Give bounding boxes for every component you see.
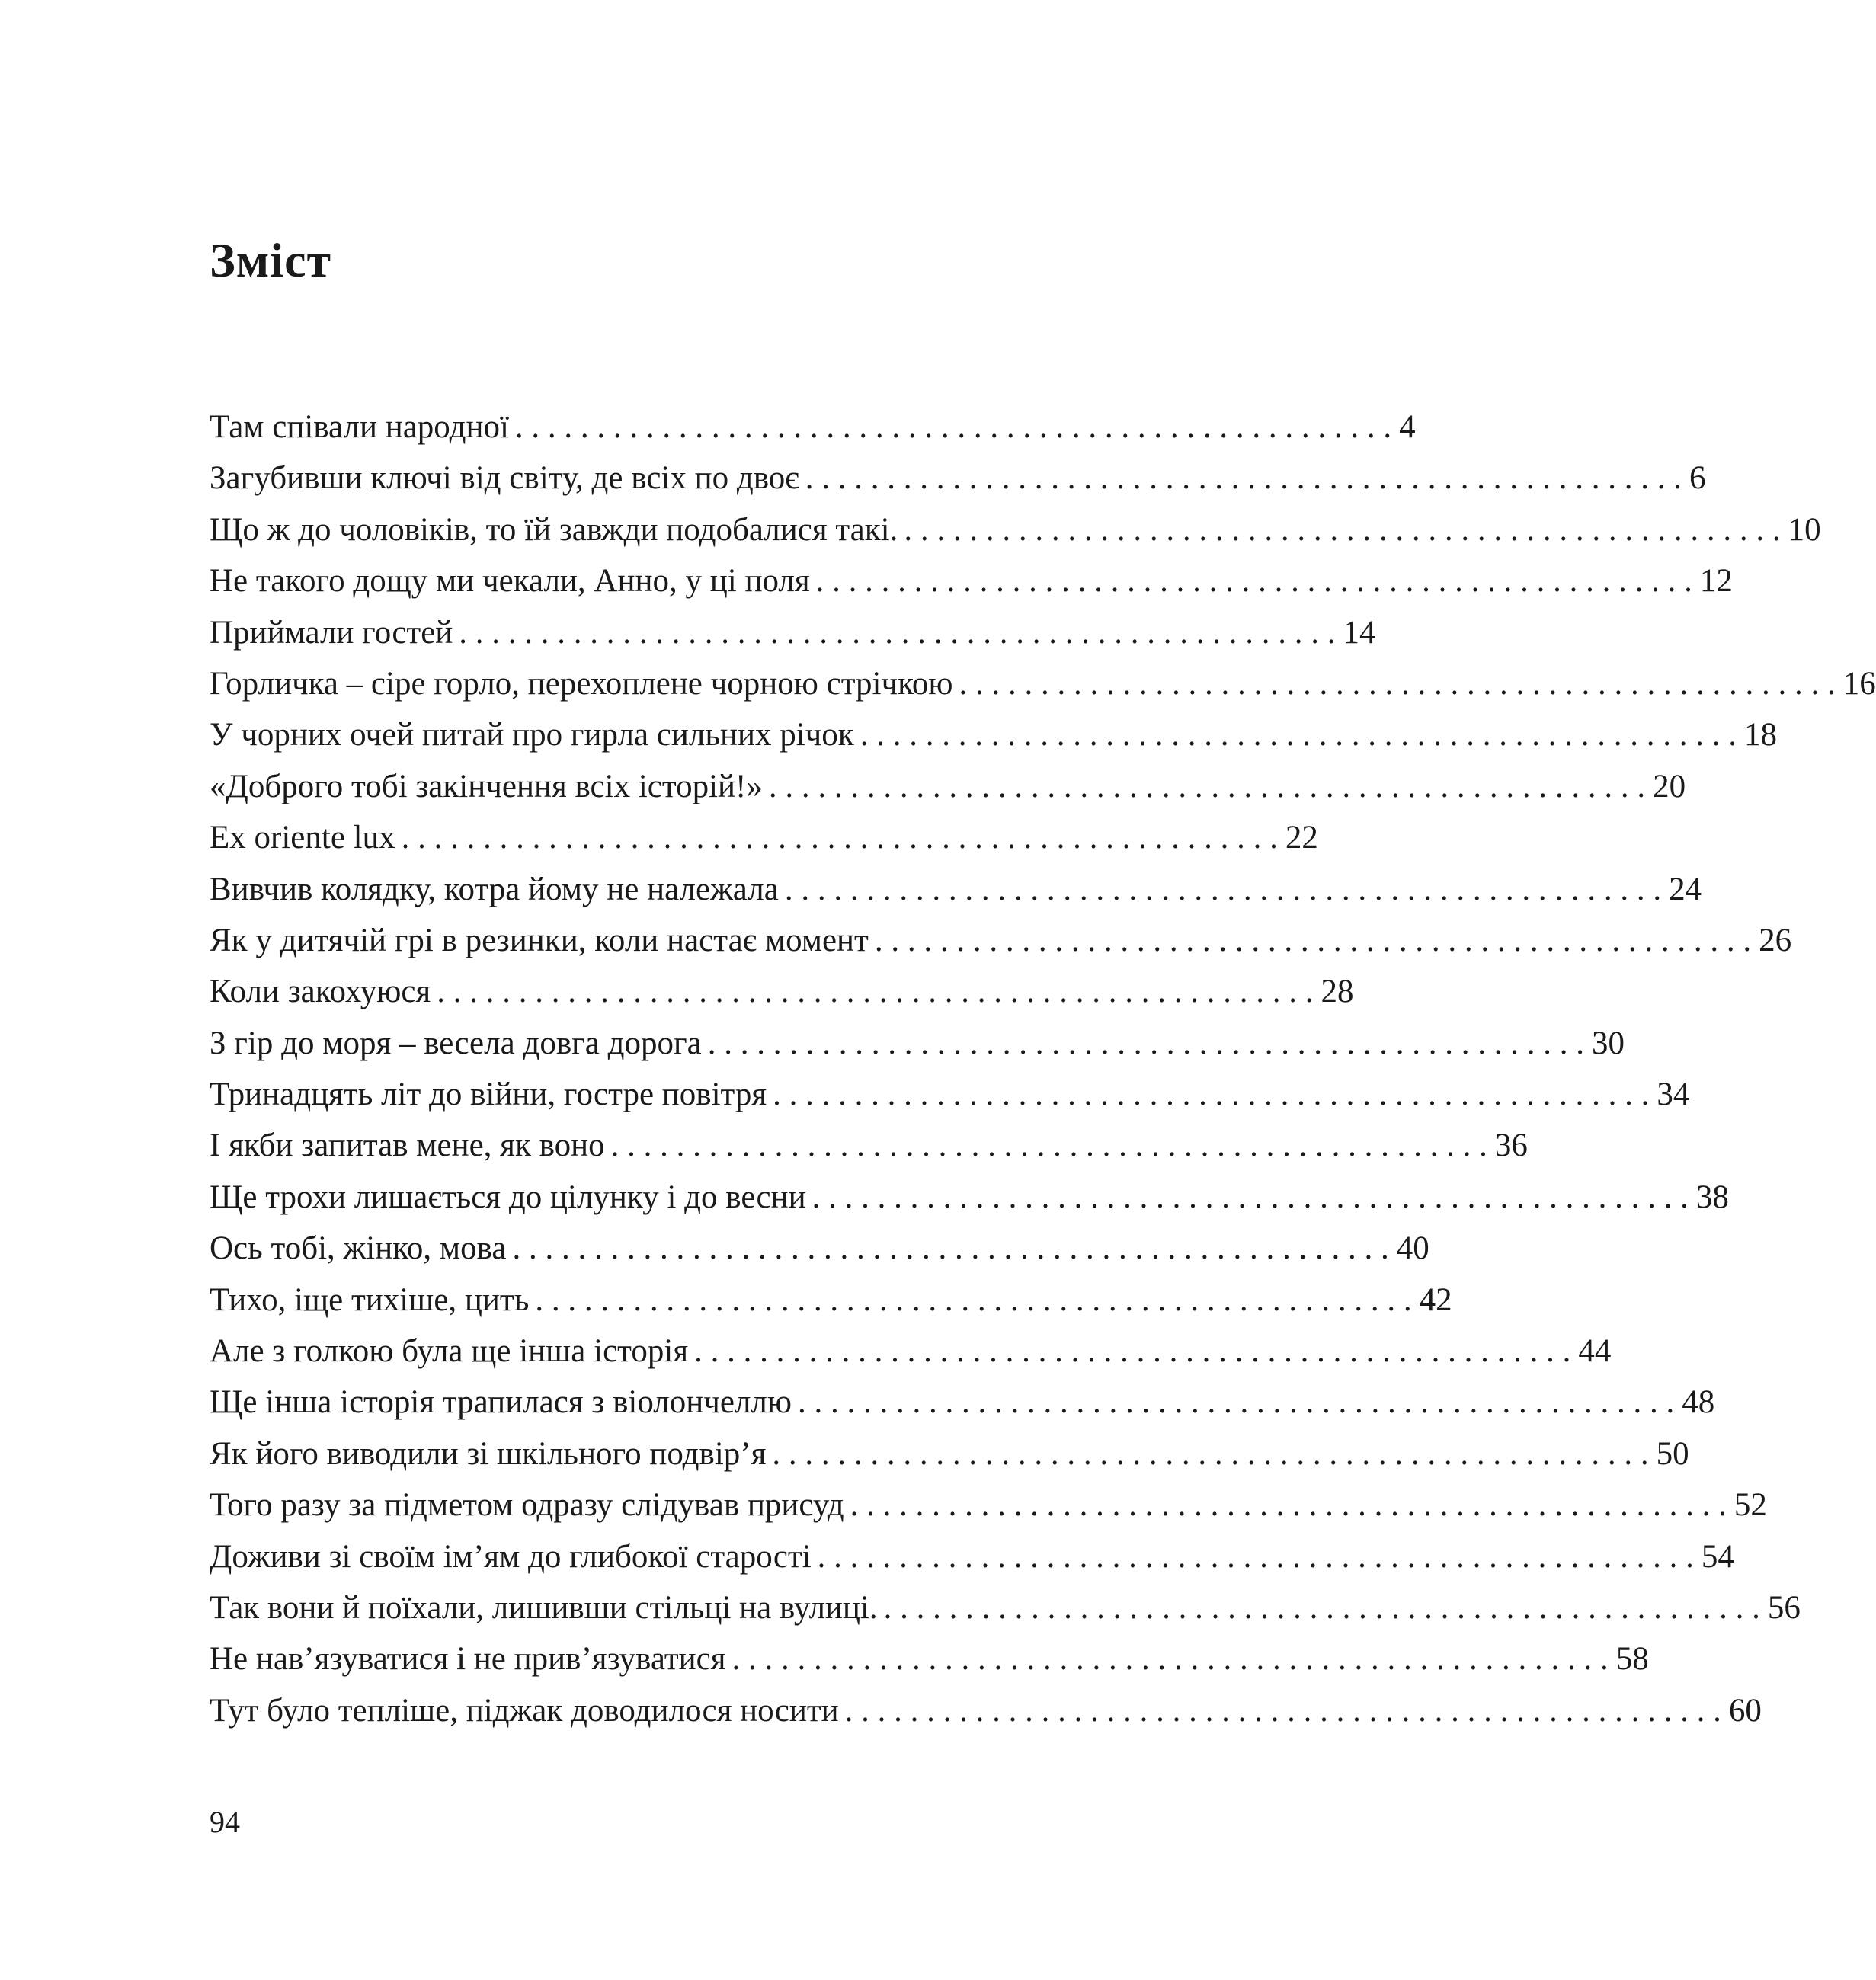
toc-entry — [210, 1018, 1625, 1069]
toc-entry-title: Що ж до чоловіків, то їй завжди подобалися такі. — [210, 511, 898, 548]
toc-entry-page: 34 — [1657, 1076, 1690, 1113]
toc-entry — [210, 709, 1777, 760]
toc-entry-page: 24 — [1669, 871, 1702, 907]
dot-leader: . . . . . . . . . . . . . . . . . . . . . . . . . . . . . . . . . . . . . . . . . . . . . . . . . . . . . . — [815, 563, 1692, 600]
toc-entry-title: Тринадцять літ до війни, гостре повітря — [210, 1076, 767, 1113]
toc-entry-page: 20 — [1653, 768, 1686, 804]
toc-entry-page: 22 — [1285, 820, 1318, 856]
toc-entry-page: 58 — [1615, 1641, 1649, 1678]
toc-entry-page: 52 — [1734, 1487, 1767, 1524]
toc-entry-page: 4 — [1399, 409, 1416, 445]
dot-leader: . . . . . . . . . . . . . . . . . . . . . . . . . . . . . . . . . . . . . . . . . . . . . . . . . . . . . . — [883, 1589, 1760, 1626]
dot-leader: . . . . . . . . . . . . . . . . . . . . . . . . . . . . . . . . . . . . . . . . . . . . . . . . . . . . . . — [514, 409, 1392, 445]
dot-leader: . . . . . . . . . . . . . . . . . . . . . . . . . . . . . . . . . . . . . . . . . . . . . . . . . . . . . . — [768, 768, 1646, 804]
toc-entry-page: 38 — [1695, 1179, 1729, 1215]
toc-entry-page: 18 — [1743, 717, 1777, 753]
toc-entry — [210, 504, 1821, 555]
toc-entry-title: Того разу за підметом одразу слідував присуд — [210, 1487, 844, 1524]
dot-leader: . . . . . . . . . . . . . . . . . . . . . . . . . . . . . . . . . . . . . . . . . . . . . . . . . . . . . . — [817, 1538, 1694, 1575]
dot-leader: . . . . . . . . . . . . . . . . . . . . . . . . . . . . . . . . . . . . . . . . . . . . . . . . . . . . . . — [401, 820, 1278, 856]
toc-entry-page: 28 — [1321, 974, 1354, 1010]
toc-entry-title: Горличка – сіре горло, перехоплене чорною стрічкою — [210, 665, 953, 702]
toc-entry-page: 16 — [1842, 665, 1876, 702]
dot-leader: . . . . . . . . . . . . . . . . . . . . . . . . . . . . . . . . . . . . . . . . . . . . . . . . . . . . . . — [798, 1384, 1675, 1421]
toc-entry-title: Ще трохи лишається до цілунку і до весни — [210, 1179, 806, 1215]
toc-entry-page: 54 — [1701, 1538, 1734, 1575]
toc-entry-title: Ще інша історія трапилася з віолончеллю — [210, 1384, 792, 1421]
toc-entry-title: Доживи зі своїм ім’ям до глибокої старості — [210, 1538, 812, 1575]
dot-leader: . . . . . . . . . . . . . . . . . . . . . . . . . . . . . . . . . . . . . . . . . . . . . . . . . . . . . . — [904, 511, 1781, 548]
dot-leader: . . . . . . . . . . . . . . . . . . . . . . . . . . . . . . . . . . . . . . . . . . . . . . . . . . . . . . — [459, 614, 1336, 651]
toc-entry-title: І якби запитав мене, як воно — [210, 1128, 605, 1164]
toc-entry-page: 36 — [1494, 1128, 1528, 1164]
toc-entry-title: Вивчив колядку, котра йому не належала — [210, 871, 779, 907]
toc-entry-title: «Доброго тобі закінчення всіх історій!» — [210, 768, 763, 804]
toc-entry-page: 12 — [1699, 563, 1733, 600]
dot-leader: . . . . . . . . . . . . . . . . . . . . . . . . . . . . . . . . . . . . . . . . . . . . . . . . . . . . . . — [844, 1692, 1721, 1729]
dot-leader: . . . . . . . . . . . . . . . . . . . . . . . . . . . . . . . . . . . . . . . . . . . . . . . . . . . . . . — [772, 1435, 1649, 1472]
toc-entry — [210, 864, 1702, 915]
toc-entry-title: Там співали народної — [210, 409, 509, 445]
toc-entry — [210, 1633, 1649, 1684]
toc-entry-page: 42 — [1419, 1281, 1452, 1318]
toc-entry-page: 56 — [1767, 1589, 1801, 1626]
toc-entry — [210, 1172, 1729, 1223]
dot-leader: . . . . . . . . . . . . . . . . . . . . . . . . . . . . . . . . . . . . . . . . . . . . . . . . . . . . . . — [959, 665, 1836, 702]
dot-leader: . . . . . . . . . . . . . . . . . . . . . . . . . . . . . . . . . . . . . . . . . . . . . . . . . . . . . . — [694, 1333, 1571, 1370]
toc-entry — [210, 453, 1706, 504]
toc-entry — [210, 1069, 1690, 1120]
dot-leader: . . . . . . . . . . . . . . . . . . . . . . . . . . . . . . . . . . . . . . . . . . . . . . . . . . . . . . — [860, 717, 1737, 753]
toc-entry — [210, 1685, 1762, 1736]
toc-entry — [210, 761, 1686, 812]
toc-entry-title: У чорних очей питай про гирла сильних річок — [210, 717, 854, 753]
toc-entry-page: 44 — [1578, 1333, 1612, 1370]
toc-entry — [210, 1377, 1715, 1428]
page-number: 94 — [210, 1805, 240, 1839]
toc-entry — [210, 1582, 1801, 1633]
toc-entry — [210, 1531, 1734, 1582]
dot-leader: . . . . . . . . . . . . . . . . . . . . . . . . . . . . . . . . . . . . . . . . . . . . . . . . . . . . . . — [850, 1487, 1727, 1524]
dot-leader: . . . . . . . . . . . . . . . . . . . . . . . . . . . . . . . . . . . . . . . . . . . . . . . . . . . . . . — [512, 1230, 1389, 1267]
toc-entry — [210, 966, 1354, 1017]
toc-entry-title: Тихо, іще тихіше, цить — [210, 1281, 530, 1318]
toc-entry-title: Коли закохуюся — [210, 974, 431, 1010]
toc-entry-page: 50 — [1656, 1435, 1689, 1472]
toc-entry-page: 60 — [1728, 1692, 1762, 1729]
dot-leader: . . . . . . . . . . . . . . . . . . . . . . . . . . . . . . . . . . . . . . . . . . . . . . . . . . . . . . — [874, 922, 1752, 958]
toc-entry-page: 48 — [1682, 1384, 1715, 1421]
toc-entry — [210, 1120, 1528, 1171]
dot-leader: . . . . . . . . . . . . . . . . . . . . . . . . . . . . . . . . . . . . . . . . . . . . . . . . . . . . . . — [732, 1641, 1609, 1678]
toc-entry — [210, 1275, 1452, 1326]
toc-entry — [210, 915, 1792, 966]
toc-entry — [210, 1479, 1767, 1531]
toc-entry-page: 6 — [1689, 460, 1706, 497]
toc-entry-title: Не такого дощу ми чекали, Анно, у ці поля — [210, 563, 810, 600]
toc-entry-title: Не нав’язуватися і не прив’язуватися — [210, 1641, 726, 1678]
dot-leader: . . . . . . . . . . . . . . . . . . . . . . . . . . . . . . . . . . . . . . . . . . . . . . . . . . . . . . — [812, 1179, 1689, 1215]
toc-entry-page: 30 — [1591, 1025, 1625, 1061]
toc-entry — [210, 1428, 1689, 1479]
dot-leader: . . . . . . . . . . . . . . . . . . . . . . . . . . . . . . . . . . . . . . . . . . . . . . . . . . . . . . — [437, 974, 1314, 1010]
toc-entry-title: Приймали гостей — [210, 614, 453, 651]
toc-entry-title: Як його виводили зі шкільного подвір’я — [210, 1435, 767, 1472]
toc-entry — [210, 812, 1318, 863]
toc-entry — [210, 1223, 1429, 1274]
toc-entry — [210, 555, 1733, 606]
toc-entry-title: Але з голкою була ще інша історія — [210, 1333, 689, 1370]
toc-entry-page: 14 — [1343, 614, 1376, 651]
toc-entry-title: Тут було тепліше, піджак доводилося носити — [210, 1692, 839, 1729]
toc-entry-title: З гір до моря – весела довга дорога — [210, 1025, 702, 1061]
page-title: Зміст — [210, 233, 331, 287]
dot-leader: . . . . . . . . . . . . . . . . . . . . . . . . . . . . . . . . . . . . . . . . . . . . . . . . . . . . . . — [805, 460, 1682, 497]
toc-entry — [210, 607, 1376, 658]
toc-entry-title: Ex oriente lux — [210, 820, 395, 856]
toc-entry — [210, 658, 1876, 709]
dot-leader: . . . . . . . . . . . . . . . . . . . . . . . . . . . . . . . . . . . . . . . . . . . . . . . . . . . . . . — [773, 1076, 1650, 1113]
toc-entry — [210, 401, 1416, 453]
dot-leader: . . . . . . . . . . . . . . . . . . . . . . . . . . . . . . . . . . . . . . . . . . . . . . . . . . . . . . — [535, 1281, 1412, 1318]
toc-entry-title: Ось тобі, жінко, мова — [210, 1230, 507, 1267]
toc-entry-page: 26 — [1759, 922, 1792, 958]
table-of-contents — [210, 401, 1876, 1736]
toc-entry-title: Як у дитячій грі в резинки, коли настає момент — [210, 922, 869, 958]
toc-entry — [210, 1326, 1612, 1377]
toc-entry-page: 10 — [1788, 511, 1821, 548]
toc-entry-title: Так вони й поїхали, лишивши стільці на вулиці. — [210, 1589, 878, 1626]
toc-entry-title: Загубивши ключі від світу, де всіх по двоє — [210, 460, 799, 497]
dot-leader: . . . . . . . . . . . . . . . . . . . . . . . . . . . . . . . . . . . . . . . . . . . . . . . . . . . . . . — [707, 1025, 1584, 1061]
dot-leader: . . . . . . . . . . . . . . . . . . . . . . . . . . . . . . . . . . . . . . . . . . . . . . . . . . . . . . — [610, 1128, 1487, 1164]
toc-entry-page: 40 — [1396, 1230, 1429, 1267]
dot-leader: . . . . . . . . . . . . . . . . . . . . . . . . . . . . . . . . . . . . . . . . . . . . . . . . . . . . . . — [784, 871, 1662, 907]
